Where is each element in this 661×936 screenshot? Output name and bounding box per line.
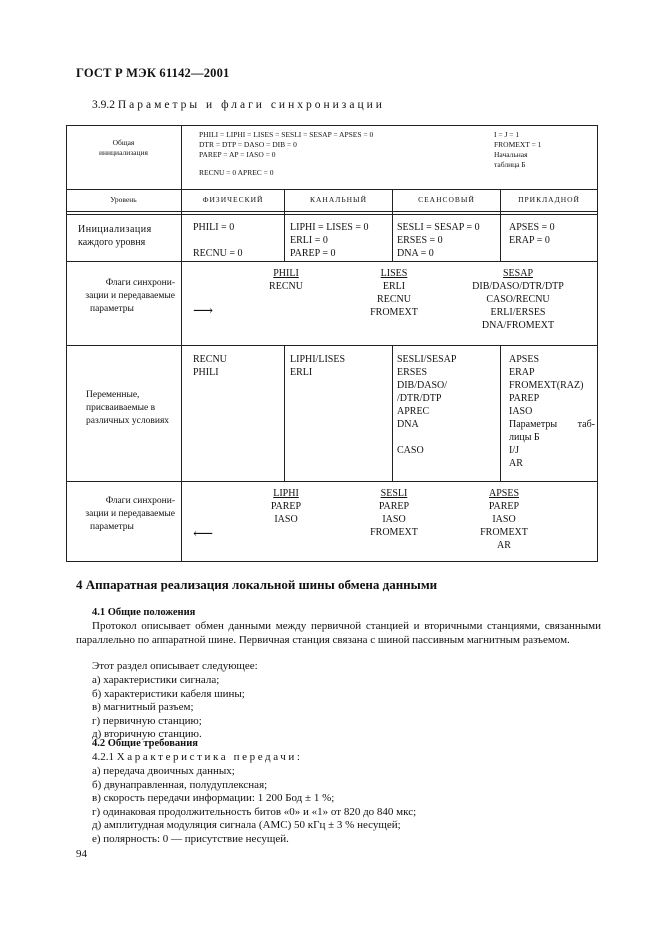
level-init-label-line1: Инициализация <box>78 224 152 235</box>
var-app-2: ERAP <box>509 367 535 378</box>
var-physical-1: RECNU <box>193 354 227 365</box>
section-4-1-intro: Этот раздел описывает следующее: <box>92 660 258 672</box>
list-item: г) первичную станцию; <box>92 714 202 727</box>
liphi-head: LIPHI <box>273 488 299 499</box>
var-session-8: CASO <box>397 445 424 456</box>
var-channel-2: ERLI <box>290 367 313 378</box>
init-label <box>66 138 181 158</box>
section-4-2-1-number: 4.2.1 <box>92 751 114 763</box>
level-init-application-2: ERAP = 0 <box>509 235 550 246</box>
list-item: е) полярность: 0 — присутствие несущей. <box>92 832 289 845</box>
phili-1: RECNU <box>269 281 303 292</box>
sesap-1: DIB/DASO/DTR/DTP <box>472 281 564 292</box>
apses-4: AR <box>497 540 511 551</box>
flags-down-label-2: зации и передаваемые <box>85 291 175 301</box>
variables-label-2: присваиваемые в <box>86 403 156 413</box>
list-item: д) амплитудная модуляция сигнала (АМС) 50 кГц ± 3 % несущей; <box>92 819 401 832</box>
arrow-right-icon: ⟶ <box>193 304 214 319</box>
var-app-3: FROMEXT(RAZ) <box>509 380 584 391</box>
lises-2: RECNU <box>377 294 411 305</box>
init-line3: PAREP = AP = IASO = 0 <box>199 150 276 159</box>
flags-down-label-3: параметры <box>90 304 134 314</box>
flags-down-label-1: Флаги синхрони- <box>105 278 175 288</box>
sesap-3: ERLI/ERSES <box>490 307 546 318</box>
level-init-physical-1: PHILI = 0 <box>193 222 235 233</box>
init-right-notes <box>494 130 594 170</box>
init-label-line2: инициализация <box>99 148 148 157</box>
init-right3: Начальная <box>494 150 528 159</box>
level-label: Уровень <box>110 195 137 204</box>
init-line4: RECNU = 0 APREC = 0 <box>199 168 274 177</box>
variables-channel <box>290 353 392 379</box>
section-title: Параметры и флаги синхронизации <box>117 99 385 111</box>
variables-physical <box>193 353 283 379</box>
flags-up-sesli <box>344 487 444 539</box>
variables-session <box>397 353 499 457</box>
sesli-head: SESLI <box>380 488 408 499</box>
flags-up-label-2: зации и передаваемые <box>85 509 175 519</box>
flags-up-label-1: Флаги синхрони- <box>105 496 175 506</box>
var-app-9: AR <box>509 458 523 469</box>
flags-up-label-3: параметры <box>90 522 134 532</box>
flags-up-apses <box>454 487 554 552</box>
sesap-head: SESAP <box>502 268 533 279</box>
page-number: 94 <box>76 848 87 860</box>
lises-1: ERLI <box>382 281 406 292</box>
variables-label <box>86 389 181 428</box>
list-item: в) магнитный разъем; <box>92 701 194 714</box>
sesap-2: CASO/RECNU <box>486 294 550 305</box>
section-4-2-heading: 4.2 Общие требования <box>92 738 198 749</box>
section-4-2-1-list <box>92 765 416 847</box>
flags-up-liphi <box>236 487 336 526</box>
variables-label-3: различных условиях <box>86 416 170 426</box>
sesap-4: DNA/FROMEXT <box>481 320 555 331</box>
liphi-2: IASO <box>274 514 298 525</box>
var-app-6: Параметры таб- <box>509 419 595 430</box>
level-init-session-2: ERSES = 0 <box>397 235 443 246</box>
section-4-heading: 4 Аппаратная реализация локальной шины обмена данными <box>76 577 438 592</box>
section-4-2-1-title: Характеристика передачи: <box>116 751 303 763</box>
list-item: д) вторичную станцию. <box>92 728 202 741</box>
apses-head: APSES <box>488 488 519 499</box>
list-item: г) одинаковая продолжительность битов «0» и «1» от 820 до 840 мкс; <box>92 805 417 818</box>
apses-1: PAREP <box>488 501 520 512</box>
init-right4: таблица Б <box>494 160 526 169</box>
sync-parameters-table <box>66 125 598 562</box>
var-session-3: DIB/DASO/ <box>397 380 448 391</box>
list-item: в) скорость передачи информации: 1 200 Бод ± 1 %; <box>92 792 335 805</box>
lises-3: FROMEXT <box>370 307 418 318</box>
level-session: СЕАНСОВЫЙ <box>418 195 475 204</box>
section-4-1-heading: 4.1 Общие положения <box>92 607 196 618</box>
var-physical-2: PHILI <box>193 367 219 378</box>
sesli-1: PAREP <box>378 501 410 512</box>
liphi-1: PAREP <box>270 501 302 512</box>
var-app-1: APSES <box>509 354 540 365</box>
var-session-6: DNA <box>397 419 419 430</box>
section-4-1-list <box>92 674 245 742</box>
level-init-physical <box>193 221 283 260</box>
variables-application <box>509 353 595 470</box>
level-physical: ФИЗИЧЕСКИЙ <box>202 195 264 204</box>
variables-label-1: Переменные, <box>86 390 140 400</box>
level-init-channel-2: ERLI = 0 <box>290 235 328 246</box>
var-channel-1: LIPHI/LISES <box>290 354 345 365</box>
level-init-label-line2: каждого уровня <box>78 237 146 248</box>
flags-down-label <box>66 277 181 316</box>
var-app-8: I/J <box>509 445 519 456</box>
sesli-2: IASO <box>382 514 406 525</box>
init-line1: PHILI = LIPHI = LISES = SESLI = SESAP = APSES = 0 <box>199 130 374 139</box>
var-session-1: SESLI/SESAP <box>397 354 457 365</box>
list-item: б) характеристики кабеля шины; <box>92 687 245 700</box>
arrow-left-icon: ⟵ <box>193 527 214 542</box>
flags-down-phili <box>236 267 336 293</box>
var-app-7: лицы Б <box>509 432 540 443</box>
apses-3: FROMEXT <box>480 527 528 538</box>
document-header: ГОСТ Р МЭК 61142—2001 <box>76 66 230 80</box>
var-app-5: IASO <box>509 406 533 417</box>
level-init-session <box>397 221 499 260</box>
init-label-line1: Общая <box>112 138 135 147</box>
init-assignments <box>199 130 499 178</box>
init-right1: I = J = 1 <box>494 130 520 139</box>
level-init-label <box>78 223 182 249</box>
section-4-2-1-heading <box>92 751 303 765</box>
init-line2: DTR = DTP = DASO = DIB = 0 <box>199 140 297 149</box>
var-session-4: /DTR/DTP <box>397 393 442 404</box>
flags-down-sesap <box>448 267 588 332</box>
level-init-application-1: APSES = 0 <box>509 222 555 233</box>
var-session-5: APREC <box>397 406 430 417</box>
list-item: а) характеристики сигнала; <box>92 674 220 686</box>
list-item: а) передача двоичных данных; <box>92 765 235 777</box>
level-init-session-1: SESLI = SESAP = 0 <box>397 222 480 233</box>
var-app-4: PAREP <box>509 393 540 404</box>
var-session-2: ERSES <box>397 367 428 378</box>
apses-2: IASO <box>492 514 516 525</box>
level-init-application <box>509 221 597 247</box>
var-session-gap <box>397 431 499 444</box>
init-right2: FROMEXT = 1 <box>494 140 542 149</box>
list-item: б) двунаправленная, полудуплексная; <box>92 778 268 791</box>
sesli-3: FROMEXT <box>370 527 418 538</box>
lises-head: LISES <box>380 268 408 279</box>
level-init-channel-3: PAREP = 0 <box>290 248 336 259</box>
level-init-physical-2: RECNU = 0 <box>193 248 243 259</box>
section-number: 3.9.2 <box>92 99 115 111</box>
flags-up-label <box>66 495 181 534</box>
phili-head: PHILI <box>273 268 299 279</box>
section-3-9-2-heading <box>92 99 385 111</box>
flags-down-lises <box>344 267 444 319</box>
level-channel: КАНАЛЬНЫЙ <box>309 195 368 204</box>
level-application: ПРИКЛАДНОЙ <box>518 195 580 204</box>
level-init-channel-1: LIPHI = LISES = 0 <box>290 222 369 233</box>
level-init-session-3: DNA = 0 <box>397 248 434 259</box>
level-init-channel <box>290 221 392 260</box>
section-4-1-paragraph: Протокол описывает обмен данными между первичной станцией и вторичными станциями, связанными параллельно по аппаратной шине. Первичная станция связана с шиной пассивным магнитным разъемом. <box>76 620 601 646</box>
